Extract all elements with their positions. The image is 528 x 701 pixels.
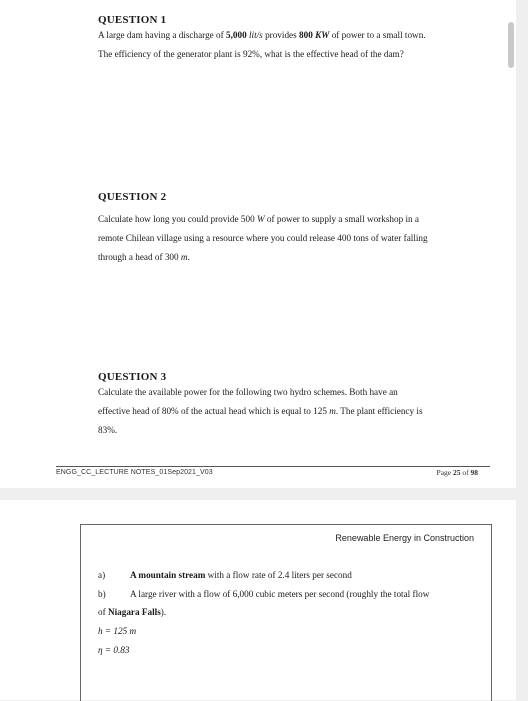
question-1-line-1: A large dam having a discharge of 5,000 lit/s provides 800 KW of power to a small town. xyxy=(98,30,426,40)
question-1-line-2: The efficiency of the generator plant is 92%, what is the effective head of the dam? xyxy=(98,49,404,59)
item-a: a) A mountain stream with a flow rate of 2.4 liters per second xyxy=(98,570,352,580)
footer-divider xyxy=(56,466,490,467)
formula-head: h = 125 m xyxy=(98,626,137,636)
question-3-line-1: Calculate the available power for the following two hydro schemes. Both have an xyxy=(98,387,398,397)
question-3-line-2: effective head of 80% of the actual head which is equal to 125 m. The plant efficiency is xyxy=(98,406,423,416)
page-header: Renewable Energy in Construction xyxy=(335,533,474,543)
footer-document-id: ENGG_CC_LECTURE NOTES_01Sep2021_V03 xyxy=(56,469,213,476)
question-2-heading: QUESTION 2 xyxy=(98,191,167,203)
question-2-line-3: through a head of 300 m. xyxy=(98,252,190,262)
question-3-line-3: 83%. xyxy=(98,425,118,435)
formula-efficiency: η = 0.83 xyxy=(98,645,130,655)
question-2-line-1: Calculate how long you could provide 500 W of power to supply a small workshop in a xyxy=(98,214,420,224)
question-2-line-2: remote Chilean village using a resource where you could release 400 tons of water falling xyxy=(98,233,428,243)
item-b: b) A large river with a flow of 6,000 cubic meters per second (roughly the total flow of Niagara Falls). xyxy=(98,589,430,617)
document-page-26 xyxy=(0,500,516,700)
question-1-heading: QUESTION 1 xyxy=(98,14,167,26)
question-3-heading: QUESTION 3 xyxy=(98,371,167,383)
question-1-text xyxy=(98,26,480,64)
question-3-text xyxy=(98,383,480,440)
footer-page-number: Page 25 of 98 xyxy=(436,468,478,477)
scrollbar[interactable] xyxy=(508,22,514,68)
question-2-text xyxy=(98,210,480,267)
